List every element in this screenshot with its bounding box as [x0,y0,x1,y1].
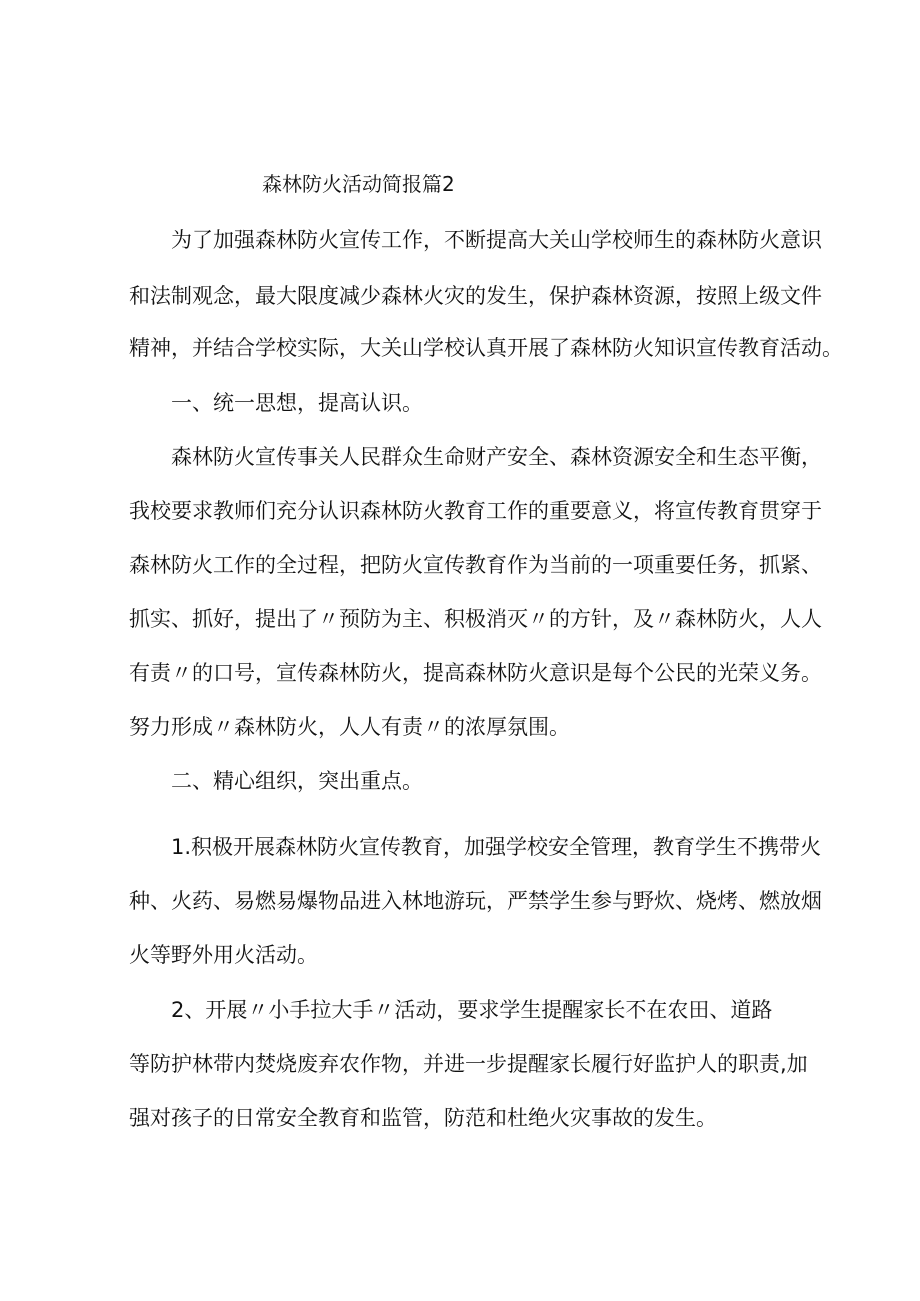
paragraph-2-line-2: 我校要求教师们充分认识森林防火教育工作的重要意义，将宣传教育贯穿于 [129,499,822,523]
paragraph-4-line-2: 等防护林带内焚烧废弃农作物，并进一步提醒家长履行好监护人的职责,加 [129,1052,808,1076]
section-heading-2: 二、精心组织，突出重点。 [171,769,423,793]
document-title: 森林防火活动简报篇2 [262,172,455,196]
paragraph-2-line-6: 努力形成〃森林防火，人人有责〃的浓厚氛围。 [129,715,570,739]
paragraph-3-line-1: 1.积极开展森林防火宣传教育，加强学校安全管理，教育学生不携带火 [171,835,822,859]
paragraph-1-line-3: 精神，并结合学校实际，大关山学校认真开展了森林防火知识宣传教育活动。 [129,336,843,360]
paragraph-2-line-4: 抓实、抓好，提出了〃预防为主、积极消灭〃的方针，及〃森林防火，人人 [129,607,822,631]
paragraph-4-line-1: 2、开展〃小手拉大手〃活动，要求学生提醒家长不在农田、道路 [171,998,773,1022]
paragraph-3-line-2: 种、火药、易燃易爆物品进入林地游玩，严禁学生参与野炊、烧烤、燃放烟 [129,889,822,913]
paragraph-1-line-2: 和法制观念，最大限度减少森林火灾的发生，保护森林资源，按照上级文件 [129,284,822,308]
paragraph-4-line-3: 强对孩子的日常安全教育和监管，防范和杜绝火灾事故的发生。 [129,1106,717,1130]
paragraph-3-line-3: 火等野外用火活动。 [129,943,318,967]
paragraph-2-line-1: 森林防火宣传事关人民群众生命财产安全、森林资源安全和生态平衡， [171,445,822,469]
paragraph-1-line-1: 为了加强森林防火宣传工作，不断提高大关山学校师生的森林防火意识 [171,228,822,252]
section-heading-1: 一、统一思想，提高认识。 [171,391,423,415]
paragraph-2-line-3: 森林防火工作的全过程，把防火宣传教育作为当前的一项重要任务，抓紧、 [129,553,822,577]
paragraph-2-line-5: 有责〃的口号，宣传森林防火，提高森林防火意识是每个公民的光荣义务。 [129,661,822,685]
